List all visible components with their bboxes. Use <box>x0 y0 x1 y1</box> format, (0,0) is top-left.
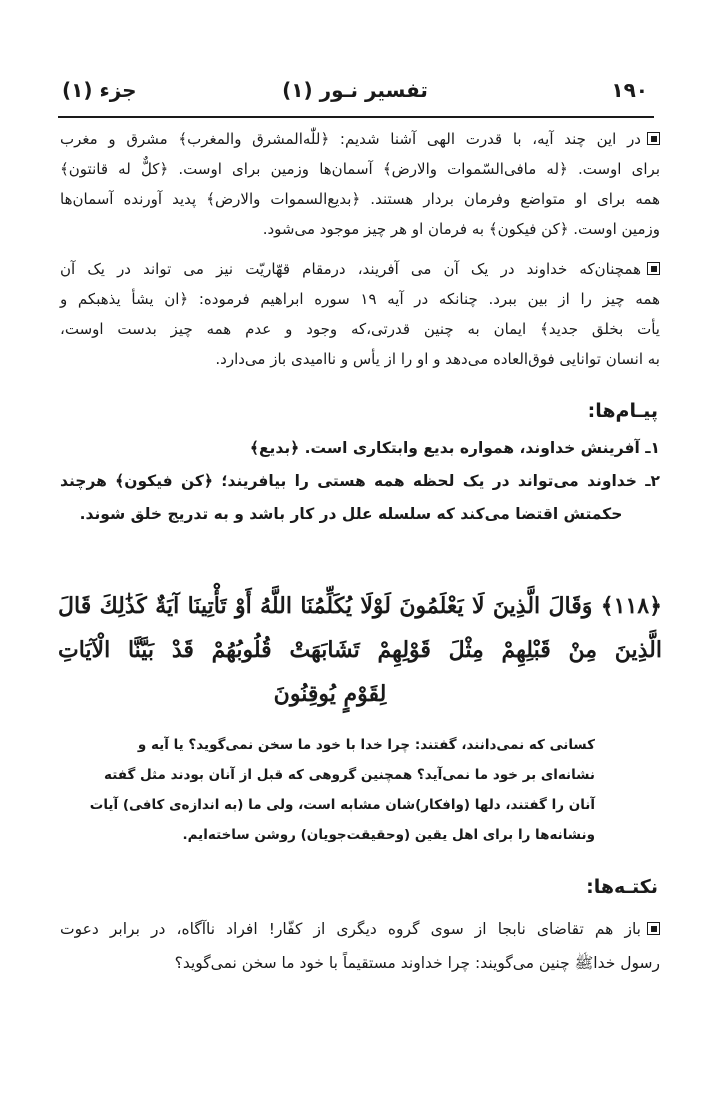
note-block-1 <box>60 124 660 244</box>
message-item-continuation: حکمتش اقتضا می‌کند که سلسله علل در کار باشد و به تدریج خلق شوند. <box>79 505 623 523</box>
verse-line: ﴿۱۱۸﴾ وَقَالَ الَّذِينَ لَا يَعْلَمُونَ لَوْلَا يُكَلِّمُنَا اللَّهُ أَوْ تَأْتِينَا آيَةٌ كَذَٰلِكَ قَالَ <box>58 593 662 619</box>
text-line: همه برای او متواضع وفرمان بردار هستند. ﴿بدیع‌السموات والارض﴾ پدید آورنده آسمان‌ها <box>60 190 660 208</box>
messages-heading: پیـام‌ها: <box>587 400 658 422</box>
messages-list <box>60 432 660 531</box>
translation-line: نشانه‌ای بر خود ما نمی‌آید؟ همچنین گروهی که قبل از آنان بودند مثل گفته <box>104 767 595 783</box>
verse-translation <box>89 730 595 850</box>
header-divider <box>58 116 654 118</box>
square-bullet-icon <box>647 132 660 145</box>
verse-line: لِقَوْمٍ يُوقِنُونَ <box>273 681 387 707</box>
translation-line: آنان را گفتند، دلها (وافکار)شان مشابه است، ولی ما (به اندازه‌ی کافی) آیات <box>89 797 595 813</box>
page-header <box>62 78 648 108</box>
message-item: ۱ـ آفرینش خداوند، همواره بدیع وابتکاری است. ﴿بدیع﴾ <box>249 439 660 457</box>
square-bullet-icon <box>647 262 660 275</box>
translation-line: ونشانه‌ها را برای اهل یقین (وحقیقت‌جویان) روشن ساخته‌ایم. <box>182 827 595 843</box>
verse-line: الَّذِينَ مِنْ قَبْلِهِمْ مِثْلَ قَوْلِهِمْ تَشَابَهَتْ قُلُوبُهُمْ قَدْ بَيَّنَّا الْآيَاتِ <box>58 637 662 663</box>
book-title: تفسیر نـور (۱) <box>282 78 428 102</box>
text-line: همچنان‌که خداوند در یک آن می آفریند، درمقام قهّاریّت نیز می تواند در یک آن <box>60 254 660 284</box>
message-item: ۲ـ خداوند می‌تواند در یک لحظه همه هستی را بیافریند؛ ﴿کن فیکون﴾ هرچند <box>60 472 660 490</box>
note-block-2 <box>60 254 660 374</box>
text-line: وزمین اوست. ﴿کن فیکون﴾ به فرمان او هر چیز موجود می‌شود. <box>262 220 660 238</box>
text-line: همه چیز را از بین ببرد. چنانکه در آیه ۱۹ سوره ابراهیم فرموده: ﴿ان یشأ یذهبکم و <box>60 290 661 308</box>
notes-block <box>60 912 660 980</box>
text-line: به انسان توانایی فوق‌العاده می‌دهد و او را از یأس و ناامیدی باز می‌دارد. <box>215 350 660 368</box>
page-number: ۱۹۰ <box>611 78 648 102</box>
text-line: رسول خداﷺ چنین می‌گویند: چرا خداوند مستقیماً با خود ما سخن نمی‌گوید؟ <box>174 954 660 972</box>
square-bullet-icon <box>647 922 660 935</box>
text-line: یأت بخلق جدید﴾ ایمان به چنین قدرتی،که وجود و عدم همه چیز بدست اوست، <box>60 320 660 338</box>
text-line: برای اوست. ﴿له مافی‌السّموات والارض﴾ آسمان‌ها وزمین برای اوست. ﴿کلٌّ له قانتون﴾ <box>60 160 660 178</box>
quran-verse <box>58 584 662 716</box>
text-line: باز هم تقاضای نابجا از سوی گروه دیگری از کفّار! افراد ناآگاه، در برابر دعوت <box>60 912 660 946</box>
notes-heading: نکتـه‌ها: <box>586 876 658 898</box>
part-label: جزء (۱) <box>62 78 137 102</box>
text-line: در این چند آیه، با قدرت الهی آشنا شدیم: ﴿للّٰه‌المشرق والمغرب﴾ مشرق و مغرب <box>60 124 660 154</box>
translation-line: کسانی که نمی‌دانند، گفتند: چرا خدا با خود ما سخن نمی‌گوید؟ یا آیه و <box>137 737 595 753</box>
